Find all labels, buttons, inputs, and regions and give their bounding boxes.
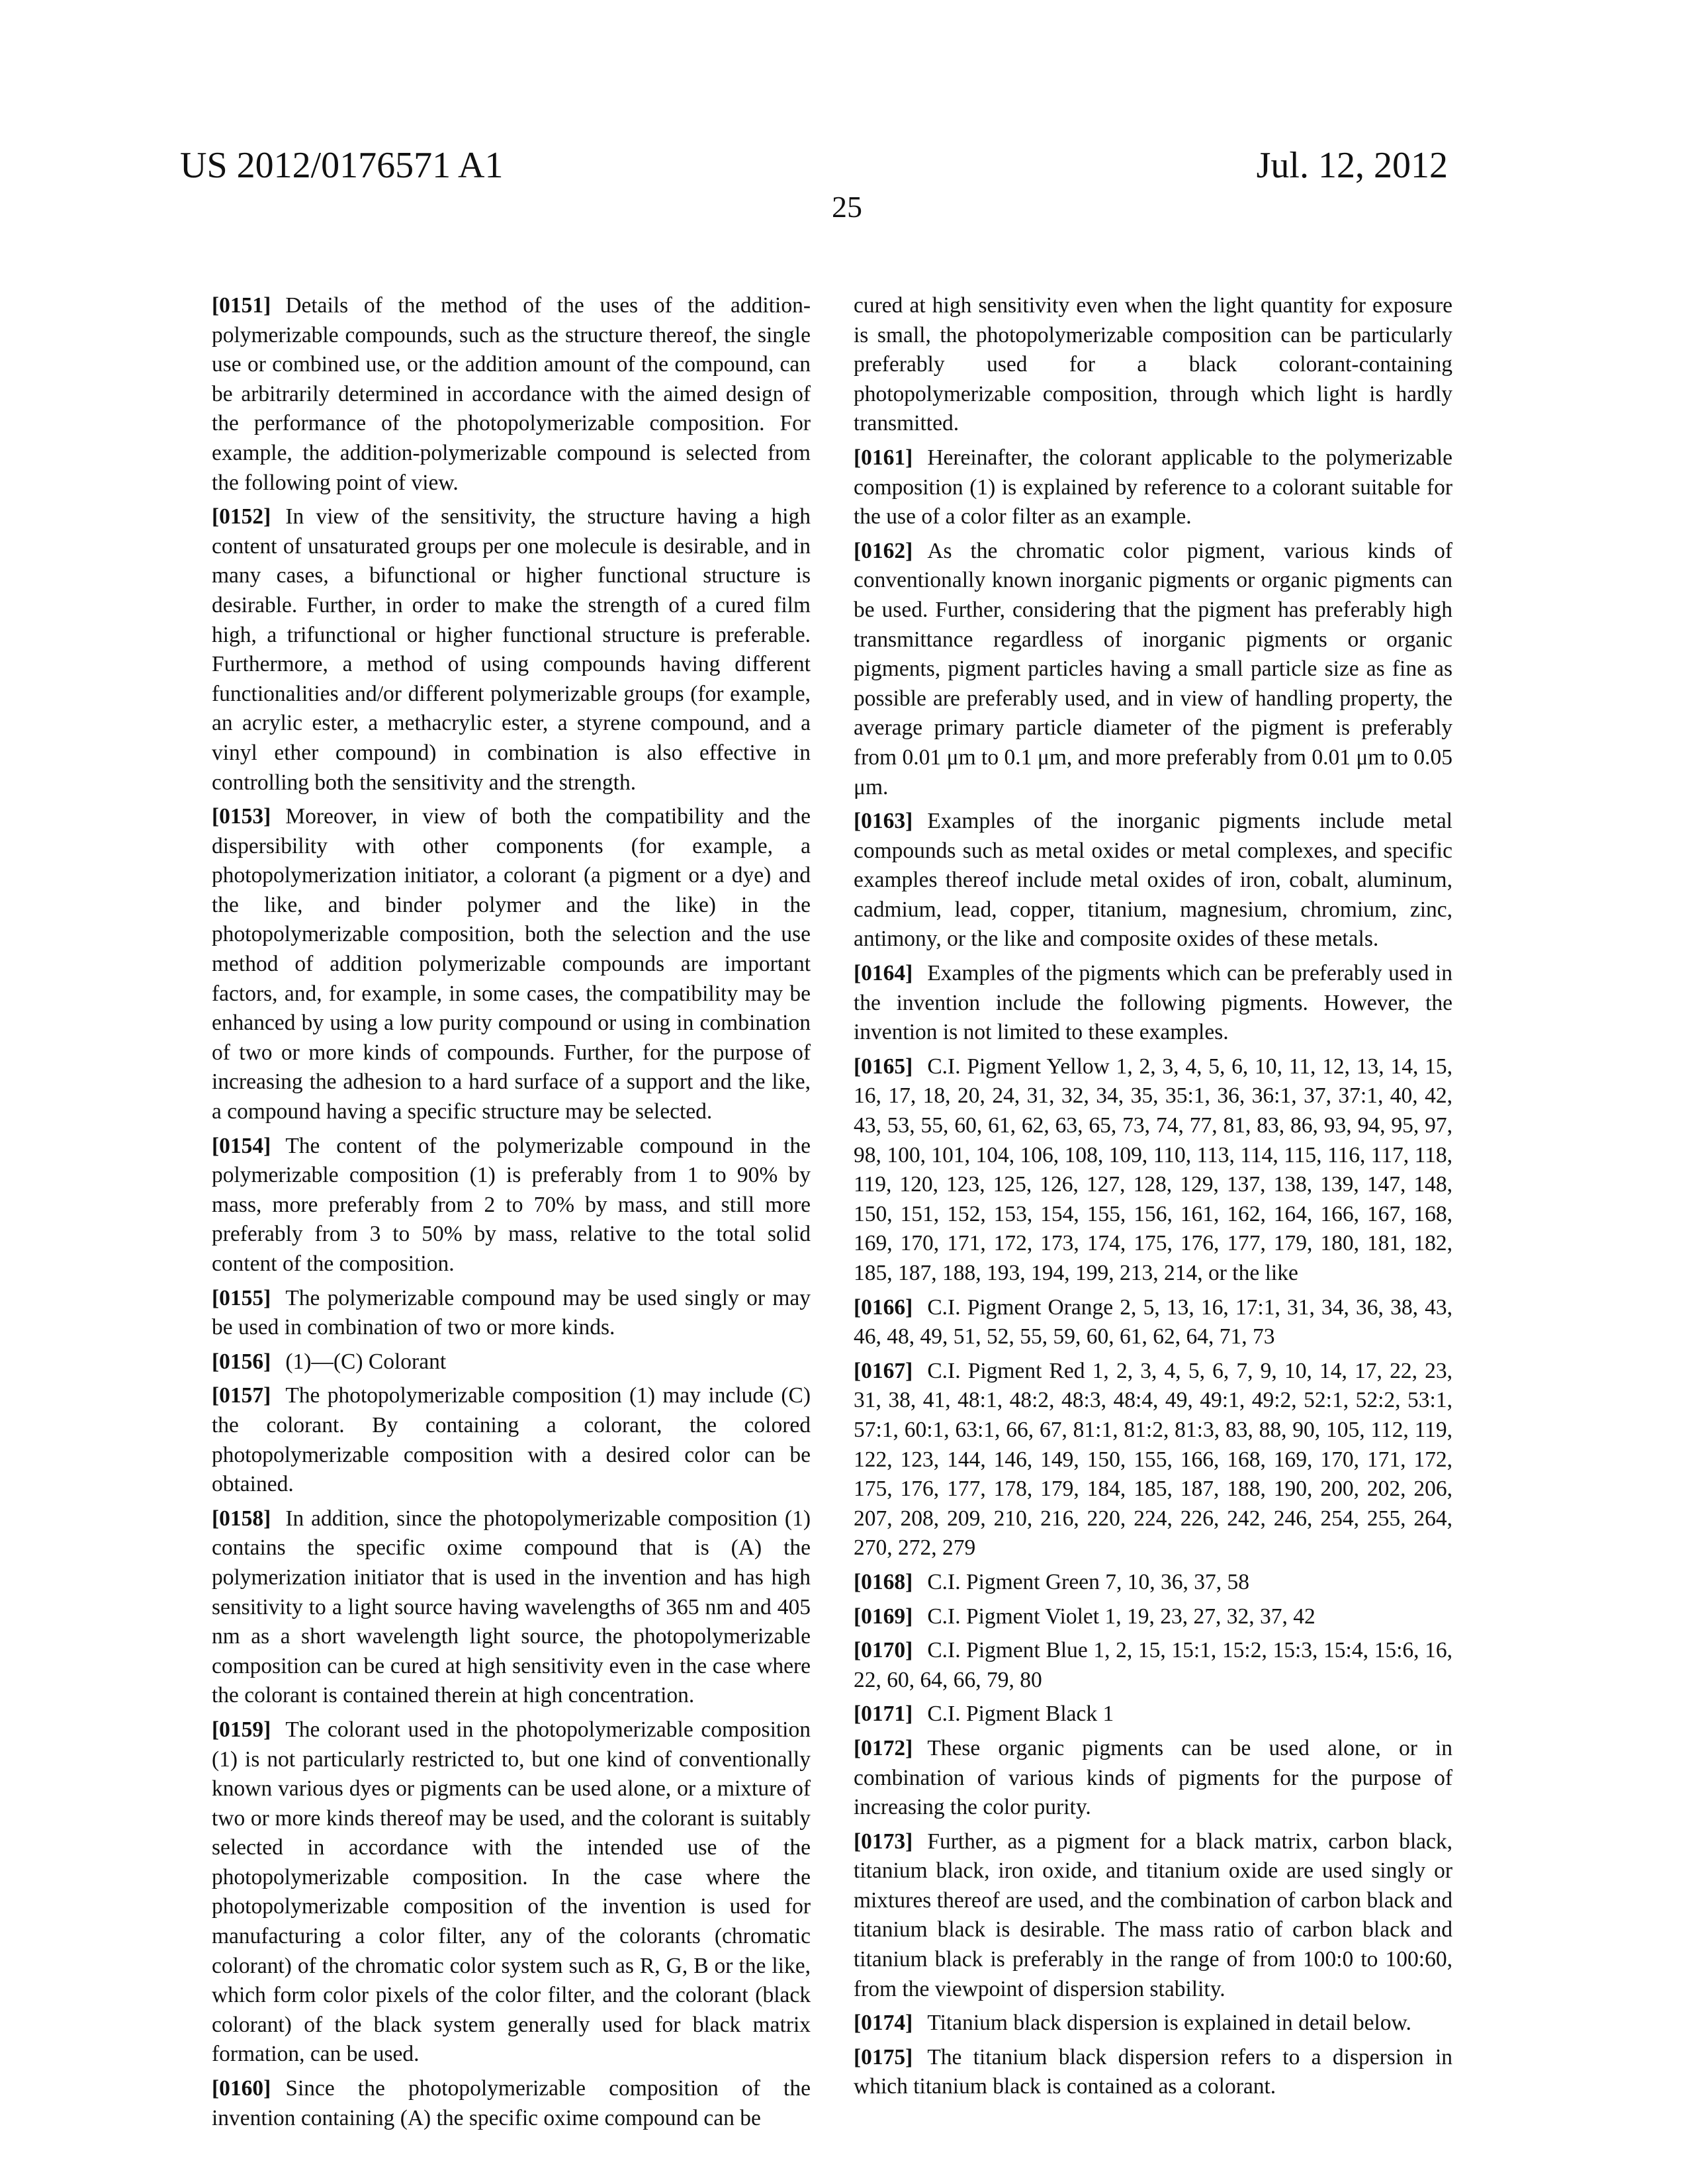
paragraph: [854, 1602, 1452, 1632]
paragraph: [212, 1132, 811, 1279]
paragraph-text: The polymerizable compound may be used singly or may be used in combination of two or more kinds.: [212, 1286, 811, 1340]
paragraph-number: [0167]: [854, 1359, 913, 1383]
paragraph-number: [0152]: [212, 504, 271, 529]
paragraph-number: [0156]: [212, 1349, 271, 1374]
publication-number: US 2012/0176571 A1: [180, 144, 504, 187]
paragraph: [212, 2074, 811, 2133]
paragraph-number: [0157]: [212, 1383, 271, 1408]
paragraph: [854, 1568, 1452, 1598]
left-column: [212, 291, 811, 2138]
paragraph-number: [0174]: [854, 2011, 913, 2035]
paragraph-number: [0160]: [212, 2076, 271, 2101]
paragraph-text: The content of the polymerizable compound in the polymerizable composition (1) is preferably from 1 to 90% by mass, more preferably from 2 to 70% by mass, and still more preferably from 3 to 50% by mass, relative to the total solid content of the composition.: [212, 1134, 811, 1276]
paragraph-number: [0161]: [854, 445, 913, 470]
paragraph-text: C.I. Pigment Violet 1, 19, 23, 27, 32, 37, 42: [927, 1604, 1315, 1629]
paragraph: [212, 1284, 811, 1343]
paragraph: [854, 959, 1452, 1048]
paragraph: [212, 1381, 811, 1499]
paragraph: [854, 1734, 1452, 1823]
paragraph-number: [0151]: [212, 293, 271, 318]
paragraph-number: [0168]: [854, 1570, 913, 1594]
paragraph-text: Since the photopolymerizable composition of the invention containing (A) the specific oxime compound can be: [212, 2076, 811, 2130]
paragraph: [854, 2043, 1452, 2102]
paragraph: [854, 1827, 1452, 2005]
paragraph-text: The photopolymerizable composition (1) may include (C) the colorant. By containing a colorant, the colored photopolymerizable composition with a desired color can be obtained.: [212, 1383, 811, 1496]
paragraph-text: Moreover, in view of both the compatibility and the dispersibility with other components (for example, a photopolymerization initiator, a colorant (a pigment or a dye) and the like, and binder polymer and the like) in the photopolymerizable composition, both the selection and the use method of addition polymerizable compounds are important factors, and, for example, in some cases, the compatibility may be enhanced by using a low purity compound or using in combination of two or more kinds of compounds. Further, for the purpose of increasing the adhesion to a hard surface of a support and the like, a compound having a specific structure may be selected.: [212, 804, 811, 1124]
paragraph: [212, 1504, 811, 1711]
paragraph-text: Titanium black dispersion is explained in detail below.: [927, 2011, 1411, 2035]
paragraph-text: Examples of the inorganic pigments include metal compounds such as metal oxides or metal complexes, and specific examples thereof include metal oxides of iron, cobalt, aluminum, cadmium, lead, copper, titanium, magnesium, chromium, zinc, antimony, or the like and composite oxides of these metals.: [854, 809, 1452, 951]
paragraph: [212, 802, 811, 1127]
paragraph-text: The colorant used in the photopolymerizable composition (1) is not particularly restricted to, but one kind of conventionally known various dyes or pigments can be used alone, or a mixture of two or more kinds thereof may be used, and the colorant is suitably selected in accordance with the intended use of the photopolymerizable composition. In the case where the photopolymerizable composition of the invention is used for manufacturing a color filter, any of the colorants (chromatic colorant) of the chromatic color system such as R, G, B or the like, which form color pixels of the color filter, and the colorant (black colorant) of the black system generally used for black matrix formation, can be used.: [212, 1717, 811, 2067]
paragraph-number: [0158]: [212, 1506, 271, 1531]
paragraph: [212, 1715, 811, 2070]
paragraph-text: In view of the sensitivity, the structure having a high content of unsaturated groups per one molecule is desirable, and in many cases, a bifunctional or higher functional structure is desirable. Further, in order to make the strength of a cured film high, a trifunctional or higher functional structure is preferable. Furthermore, a method of using compounds having different functionalities and/or different polymerizable groups (for example, an acrylic ester, a methacrylic ester, a styrene compound, and a vinyl ether compound) in combination is also effective in controlling both the sensitivity and the strength.: [212, 504, 811, 794]
paragraph-text: Further, as a pigment for a black matrix, carbon black, titanium black, iron oxide, and titanium oxide are used singly or mixtures thereof are used, and the combination of carbon black and titanium black is desirable. The mass ratio of carbon black and titanium black is preferably in the range of from 100:0 to 100:60, from the viewpoint of dispersion stability.: [854, 1829, 1452, 2001]
paragraph: [212, 1347, 811, 1377]
paragraph-text: In addition, since the photopolymerizable composition (1) contains the specific oxime compound that is (A) the polymerization initiator that is used in the invention and has high sensitivity to a light source having wavelengths of 365 nm and 405 nm as a short wavelength light source, the photopolymerizable composition can be cured at high sensitivity even in the case where the colorant is contained therein at high concentration.: [212, 1506, 811, 1708]
paragraph: [854, 807, 1452, 954]
paragraph-text: C.I. Pigment Blue 1, 2, 15, 15:1, 15:2, 15:3, 15:4, 15:6, 16, 22, 60, 64, 66, 79, 80: [854, 1638, 1452, 1692]
paragraph-number: [0175]: [854, 2045, 913, 2070]
paragraph: [854, 537, 1452, 802]
paragraph-text: Hereinafter, the colorant applicable to the polymerizable composition (1) is explained by reference to a colorant suitable for the use of a color filter as an example.: [854, 445, 1452, 529]
paragraph-text: cured at high sensitivity even when the light quantity for exposure is small, the photopolymerizable composition can be particularly preferably used for a black colorant-containing photopolymerizable composition, through which light is hardly transmitted.: [854, 293, 1452, 435]
paragraph: [854, 443, 1452, 532]
paragraph: [854, 291, 1452, 439]
paragraph-number: [0169]: [854, 1604, 913, 1629]
paragraph: [854, 1700, 1452, 1729]
paragraph-number: [0153]: [212, 804, 271, 829]
paragraph-number: [0159]: [212, 1717, 271, 1742]
paragraph-number: [0170]: [854, 1638, 913, 1662]
paragraph-text: As the chromatic color pigment, various kinds of conventionally known inorganic pigments or organic pigments can be used. Further, considering that the pigment has preferably high transmittance regardless of inorganic pigments or organic pigments, pigment particles having a small particle size as fine as possible are preferably used, and in view of handling property, the average primary particle diameter of the pigment is preferably from 0.01 μm to 0.1 μm, and more preferably from 0.01 μm to 0.05 μm.: [854, 539, 1452, 799]
right-column: [854, 291, 1452, 2107]
paragraph-number: [0166]: [854, 1295, 913, 1320]
paragraph-text: C.I. Pigment Black 1: [927, 1702, 1114, 1726]
paragraph-number: [0172]: [854, 1736, 913, 1760]
paragraph-text: C.I. Pigment Red 1, 2, 3, 4, 5, 6, 7, 9, 10, 14, 17, 22, 23, 31, 38, 41, 48:1, 48:2, 48:3, 48:4, 49, 49:1, 49:2, 52:1, 52:2, 53:1, 57:1, 60:1, 63:1, 66, 67, 81:1, 81:2, 81:3, 83, 88, 90, 105, 112, 119, 122, 123, 144, 146, 149, 150, 155, 166, 168, 169, 170, 171, 172, 175, 176, 177, 178, 179, 184, 185, 187, 188, 190, 200, 202, 206, 207, 208, 209, 210, 216, 220, 224, 226, 242, 246, 254, 255, 264, 270, 272, 279: [854, 1359, 1452, 1561]
publication-date: Jul. 12, 2012: [1257, 144, 1448, 187]
paragraph-text: These organic pigments can be used alone, or in combination of various kinds of pigments for the purpose of increasing the color purity.: [854, 1736, 1452, 1819]
paragraph-text: The titanium black dispersion refers to a dispersion in which titanium black is contained as a colorant.: [854, 2045, 1452, 2099]
paragraph-text: Examples of the pigments which can be preferably used in the invention include the following pigments. However, the invention is not limited to these examples.: [854, 961, 1452, 1044]
paragraph-number: [0164]: [854, 961, 913, 985]
paragraph: [212, 502, 811, 797]
paragraph-text: C.I. Pigment Green 7, 10, 36, 37, 58: [927, 1570, 1249, 1594]
paragraph-number: [0154]: [212, 1134, 271, 1158]
paragraph: [854, 2009, 1452, 2038]
paragraph: [854, 1636, 1452, 1695]
paragraph-number: [0173]: [854, 1829, 913, 1854]
paragraph-text: C.I. Pigment Yellow 1, 2, 3, 4, 5, 6, 10, 11, 12, 13, 14, 15, 16, 17, 18, 20, 24, 31, 32, 34, 35, 35:1, 36, 36:1, 37, 37:1, 40, 42, 43, 53, 55, 60, 61, 62, 63, 65, 73, 74, 77, 81, 83, 86, 93, 94, 95, 97, 98, 100, 101, 104, 106, 108, 109, 110, 113, 114, 115, 116, 117, 118, 119, 120, 123, 125, 126, 127, 128, 129, 137, 138, 139, 147, 148, 150, 151, 152, 153, 154, 155, 156, 161, 162, 164, 166, 167, 168, 169, 170, 171, 172, 173, 174, 175, 176, 177, 179, 180, 181, 182, 185, 187, 188, 193, 194, 199, 213, 214, or the like: [854, 1054, 1452, 1285]
page-number: 25: [0, 189, 1694, 224]
paragraph-number: [0165]: [854, 1054, 913, 1079]
paragraph-number: [0171]: [854, 1702, 913, 1726]
paragraph-text: C.I. Pigment Orange 2, 5, 13, 16, 17:1, 31, 34, 36, 38, 43, 46, 48, 49, 51, 52, 55, 59, 60, 61, 62, 64, 71, 73: [854, 1295, 1452, 1349]
paragraph-text: (1)—(C) Colorant: [285, 1349, 446, 1374]
paragraph-number: [0155]: [212, 1286, 271, 1310]
paragraph-number: [0162]: [854, 539, 913, 563]
paragraph-number: [0163]: [854, 809, 913, 833]
paragraph: [854, 1052, 1452, 1289]
paragraph: [854, 1357, 1452, 1563]
paragraph: [212, 291, 811, 498]
paragraph: [854, 1293, 1452, 1352]
paragraph-text: Details of the method of the uses of the addition-polymerizable compounds, such as the structure thereof, the single use or combined use, or the addition amount of the compound, can be arbitrarily determined in accordance with the aimed design of the performance of the photopolymerizable composition. For example, the addition-polymerizable compound is selected from the following point of view.: [212, 293, 811, 495]
